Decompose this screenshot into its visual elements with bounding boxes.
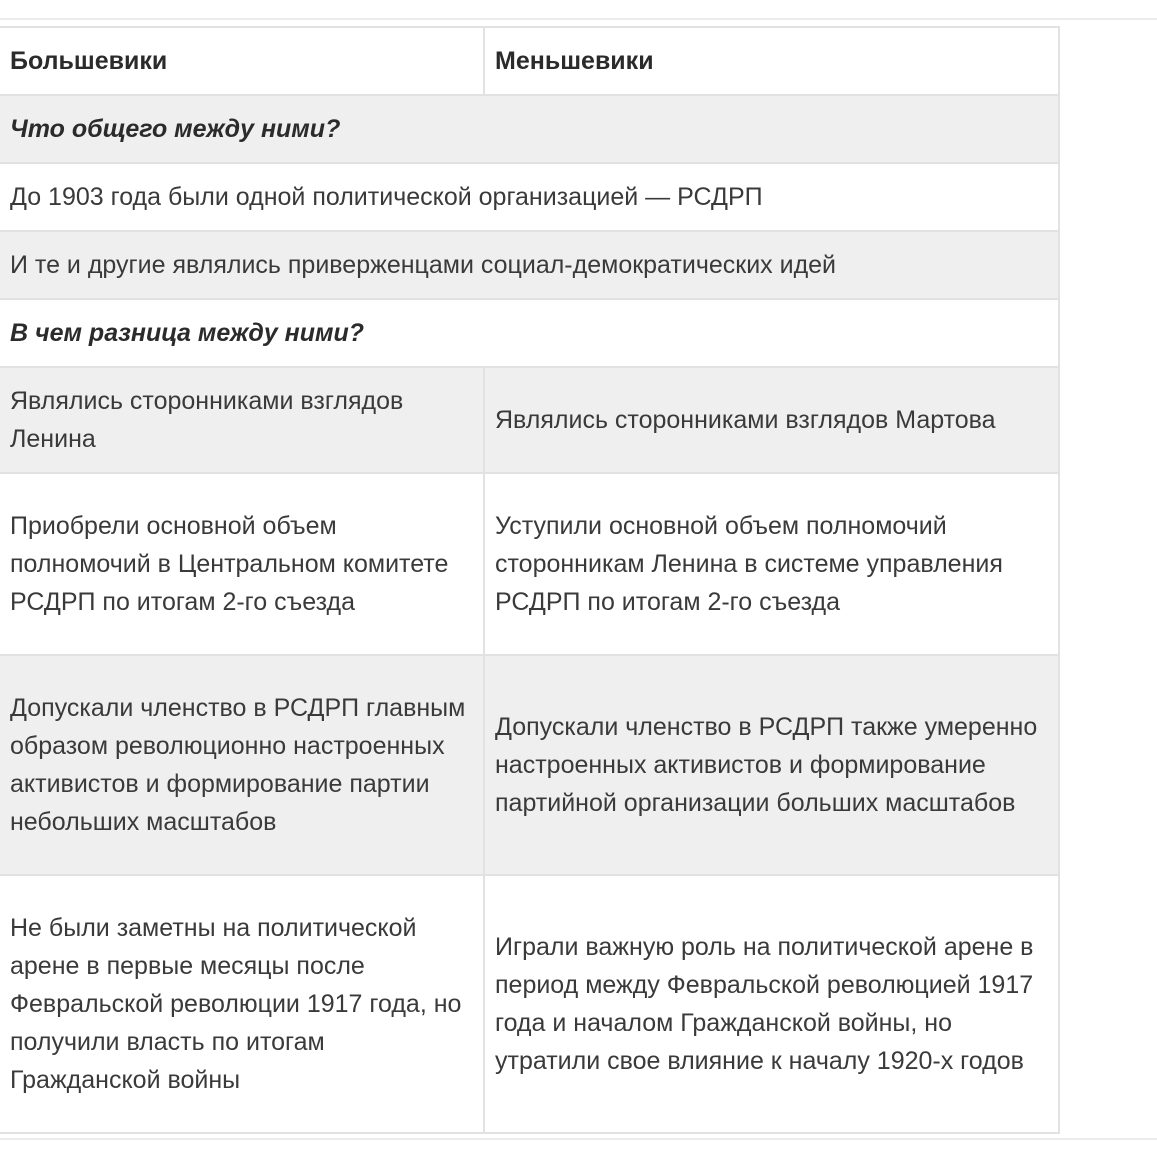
diff-row <box>0 655 1059 875</box>
section-common-heading: Что общего между ними? <box>0 95 1059 163</box>
diff-row <box>0 367 1059 473</box>
header-bolsheviks: Большевики <box>0 27 484 95</box>
section-diff-row <box>0 299 1059 367</box>
comparison-table <box>0 26 1060 1134</box>
common-row <box>0 163 1059 231</box>
diff-cell-mensheviks: Играли важную роль на политической арене в период между Февральской революцией 1917 года и началом Гражданской войны, но утратили свое влияние к началу 1920-х годов <box>484 875 1059 1133</box>
diff-cell-mensheviks: Допускали членство в РСДРП также умеренно настроенных активистов и формирование партийной организации больших масштабов <box>484 655 1059 875</box>
diff-cell-bolsheviks: Допускали членство в РСДРП главным образом революционно настроенных активистов и формирование партии небольших масштабов <box>0 655 484 875</box>
diff-cell-bolsheviks: Являлись сторонниками взглядов Ленина <box>0 367 484 473</box>
diff-row <box>0 875 1059 1133</box>
diff-cell-mensheviks: Уступили основной объем полномочий сторонникам Ленина в системе управления РСДРП по итогам 2-го съезда <box>484 473 1059 655</box>
common-cell: До 1903 года были одной политической организацией — РСДРП <box>0 163 1059 231</box>
diff-cell-bolsheviks: Не были заметны на политической арене в первые месяцы после Февральской революции 1917 года, но получили власть по итогам Гражданской войны <box>0 875 484 1133</box>
section-diff-heading: В чем разница между ними? <box>0 299 1059 367</box>
top-divider <box>0 18 1157 20</box>
diff-cell-mensheviks: Являлись сторонниками взглядов Мартова <box>484 367 1059 473</box>
header-mensheviks: Меньшевики <box>484 27 1059 95</box>
bottom-divider <box>0 1138 1157 1140</box>
common-row <box>0 231 1059 299</box>
common-cell: И те и другие являлись приверженцами социал-демократических идей <box>0 231 1059 299</box>
diff-row <box>0 473 1059 655</box>
diff-cell-bolsheviks: Приобрели основной объем полномочий в Центральном комитете РСДРП по итогам 2-го съезда <box>0 473 484 655</box>
header-row <box>0 27 1059 95</box>
section-common-row <box>0 95 1059 163</box>
